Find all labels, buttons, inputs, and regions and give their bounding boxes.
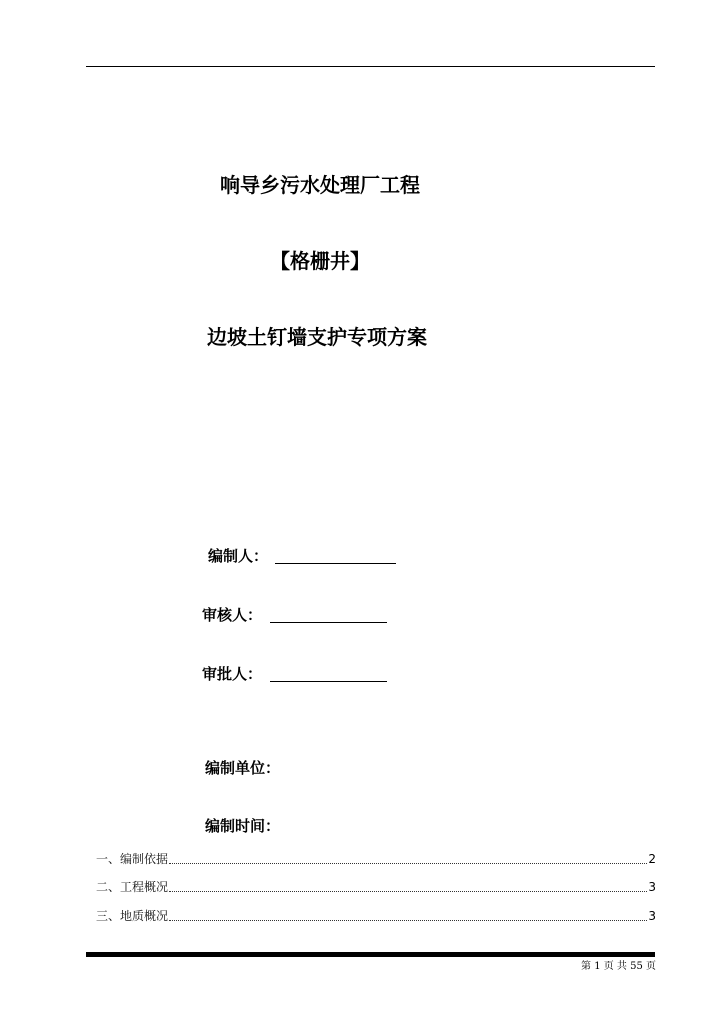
- toc-entry-page: 3: [648, 880, 656, 894]
- page-number: 第 1 页 共 55 页: [581, 961, 656, 972]
- toc-leader-dots: [169, 863, 647, 864]
- structure-title: 【格栅井】: [270, 249, 370, 273]
- toc-entry-page: 3: [648, 909, 656, 923]
- approver-blank-line: [270, 681, 387, 682]
- reviewer-label: 审核人：: [202, 606, 263, 624]
- toc-entry-label: 一、编制依据: [96, 852, 169, 866]
- header-rule: [86, 66, 655, 67]
- toc-leader-dots: [169, 891, 647, 892]
- toc-entry-label: 二、工程概况: [96, 880, 169, 894]
- toc-entry-page: 2: [648, 852, 656, 866]
- toc-entry[interactable]: [96, 906, 656, 924]
- compiling-unit-label: 编制单位：: [205, 759, 281, 777]
- reviewer-blank-line: [270, 622, 387, 623]
- compiling-time-label: 编制时间：: [205, 817, 281, 835]
- toc-leader-dots: [169, 920, 647, 921]
- approver-label: 审批人：: [202, 665, 263, 683]
- footer-rule: [86, 952, 655, 957]
- plan-title: 边坡土钉墙支护专项方案: [207, 325, 427, 349]
- toc-entry[interactable]: [96, 877, 656, 895]
- compiler-blank-line: [275, 563, 396, 564]
- toc-entry-label: 三、地质概况: [96, 909, 169, 923]
- compiler-label: 编制人：: [208, 547, 269, 565]
- project-title: 响导乡污水处理厂工程: [220, 173, 420, 197]
- toc-entry[interactable]: [96, 849, 656, 867]
